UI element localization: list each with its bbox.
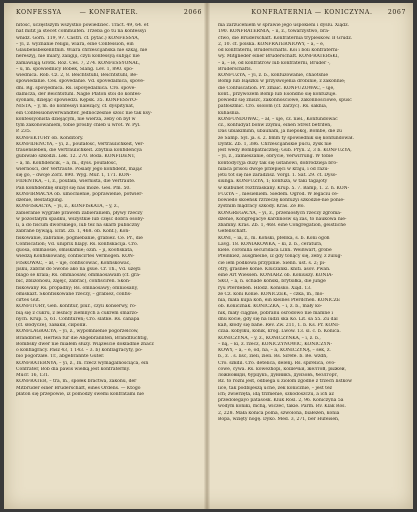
text-line: Cro. szkdil. Cro. detelica, delenj. Rs. spirelica, ovo- (218, 360, 336, 366)
text-line: dalnicza, der Beichtstuhl. Nagle Płaton stoi do konfes- (16, 91, 142, 97)
text-line: o konflagracy. Pasz 43, 1 143. – 3. b) konflagracyty, po- (16, 348, 143, 353)
text-line: gubiwało szkodzi. Lek. 12. 270. Boda. KONFIDENT, (16, 154, 136, 160)
text-line: kaß, kłody się bahe. Rev. Zw. 211, 1. b. Ks. Pr. KONI- (218, 323, 340, 328)
text-line: lice, tak podbijeszą ucne, żek konicznie, – jest też (218, 385, 333, 391)
text-line: li, a do fiscum dworskiego, lub też na skarb publiczny (16, 223, 140, 228)
text-line: od konfraterni, Brüderschafts. Koi i boli konfraterni- (218, 48, 339, 53)
text-line: cirtes Gut. (16, 298, 41, 303)
text-line: Bombsky dwer nie miałem służy. Wiążeście dokładnie znacz (16, 341, 154, 347)
text-line: 2, 228. Mała konica polna, szwolona, białezen, konia (218, 410, 340, 416)
left-header-left: KONFESSYA (16, 9, 62, 16)
left-page-text (16, 23, 202, 398)
text-line: die Confuścation. Pr. zmaić. KONFUZOWAĆ, – uje, (218, 85, 335, 91)
text-line: FISKOWAĆ, – ał, – uje, confiscować, Konfiskować, (16, 260, 131, 266)
text-line: się go, – dwoje Zorz. 890. Wyg. Mur. 1, 171. KON- (16, 173, 132, 178)
text-line: dzenie, Kongregacye kardinosw są zaś, to naukowa nie- (218, 216, 347, 222)
text-line: czaa. kobylku, konik, krog. Lwow. 13. śl. c. b. Konica. (218, 329, 341, 335)
text-line: nilaca prisou dwoje przepięci w kraju, i od razu- (218, 166, 329, 172)
text-line: jest wedy Bombpatnicznej; Gub. Pryn. 2, 3 b. KONFUZYA, (218, 148, 352, 153)
text-line: zamawiają Grotk. Roz. Ces. 7, 274. KONFESSYONAŁ, (16, 60, 141, 66)
text-line: KONFITURY, Gen. konfitur, plur., czyli konserwy, ro- (16, 304, 137, 310)
text-line: patłoszmić. Cro. ssólom (cf. zarzyć). Rs. saknia, (218, 104, 328, 110)
text-line: KONFIDENCYA, – yi, z., poufałość, Vertraulichkeit, Ver- (16, 141, 145, 147)
text-line: jetu tot się nie zaradzisz. Vorgl. 1. Sat. 29. ct. Dyso- (218, 173, 338, 178)
right-page-header (218, 9, 406, 19)
text-line: płaton się przepowie, iż pomódzy swemi konfratami nie (16, 391, 144, 397)
text-line: w kułbunet roztrzaskany. Krup. 5. 7. Bamp, 1. 2. h. KON- (218, 185, 350, 191)
text-line: w pozostałym spadku, wszystkie lub część dobra osoby- (16, 216, 145, 222)
text-line: bowiedo skoeńsk rzrzeczę konfuzyi szkodzie-nie ponie- (218, 198, 345, 203)
text-line: Mitbruder einer Brüderschaft, eines Ordens. — Któgo (16, 385, 141, 391)
text-line: NISTA, – y, m. do konfessyi należący, cf. dyspitynat, (16, 104, 135, 110)
text-line: Das ubiakiminn, ubaunam, ja niepokój, Bombe, die zu (218, 129, 342, 135)
text-line: ctwo, die Brüderschaft. Konfraternia tryplesków. Ił Grudz. (218, 35, 353, 41)
text-line: ich; zwierzęta, idą trzmenie, szkodoszczu, a ich aż (218, 391, 334, 397)
text-line: Brandbrief, Hertwa für die Abgebrannten, Brandflüchtig, (16, 335, 149, 341)
text-line: – ną, – ki, z. rzecz, KONICZYNOWIC, KONICZYN- (218, 341, 333, 347)
text-line: cie iem podkowa przypinie. Sienn. ust. s. 2; pi- (218, 260, 326, 266)
text-line: Bomp lub Isąszku w przyswojenia drobinie, z zakonnie; (218, 79, 346, 85)
text-line: 190. KONFRATERNIA, – ii, z., towarzystwo, bra- (218, 29, 330, 35)
text-line: nitość, uczęstszym wszystko powiedzieć. Tract. 49, 64. et (16, 23, 149, 28)
text-line: wiedzą Konfiskowany, confiscirtes Vermögen. KON- (16, 254, 135, 260)
text-line: KONI, – ia, z., m. Koński, pfeßka, s. b. Koni ogoń (218, 235, 330, 241)
text-line: nia, mała kupa koń, ein kleines Pferdchen. KONICZE (218, 298, 341, 303)
text-line: KONFIRMACYA ob. umocnienie, poprawienie, potwier- (16, 191, 143, 197)
text-line: hereszyj, nie miary, zaligiji, czyli konfessyą subjąć nie (16, 54, 140, 60)
text-line: hat mitit ja stecet commuiten. Trzeba go tu na konfessyi (16, 29, 147, 35)
text-line: – u, m. spowiednicy Bobek, Slang. Lev. 1, 890. spo- (16, 66, 134, 72)
text-line: bić, zbliżonosu, zajéjć, zabrać), confisciren. Skon- (16, 279, 131, 285)
page-gutter (204, 3, 210, 509)
text-line: zabrane bywają. Erat. Zb. 1, 468. ob. Konf.), Kon- (16, 229, 130, 235)
text-line: KONFRATER, – tra, m., społek bractwa, zakonu, der (16, 379, 137, 385)
text-line: bią się z cukru, z leśnicy ziemnych a cukrem smarzo- (16, 310, 139, 316)
text-line: nych. Krup. 5, 61. Confituren; Cro. slatke. Rs. cahapa (16, 316, 140, 322)
text-line: ложновидн, бурцукъ, дунникъ, дунзовъ, безлгорт, (218, 373, 339, 378)
text-line: otry, grasnee konie. Kluczanki. kniti. asov. Pwan. (218, 266, 331, 272)
text-line: ob. Konicznak. KONICZKA, – i, z. b., mały ko- (218, 304, 323, 310)
text-line: powiedz się zniszć, zakonnościowe, zakonnościowe, spuść (218, 98, 352, 103)
right-header-title: KONFRATERNIA — KONICZYNA. (251, 9, 373, 16)
text-line: Dyntk. Zb. 1, 386. Chrześcijańskie pucu, zysk nie (218, 141, 332, 147)
text-line: b., z. . ś. liść, zieli, zieli. Rs. Sirefe. b. Be. wzdh, (218, 354, 328, 360)
text-line: kontodycyja duży tak się ustanowi, dobrodzieja bro- (218, 160, 338, 166)
text-line: konfessyonista dziejącym, nie wierza, żeby on był w (16, 116, 136, 122)
text-line: żystnim mądracy szkody. Kras. Ze Bo. (218, 204, 305, 210)
text-line: siunga. KONFUZYA, 1; konfuza, w taki tagajoty (218, 179, 328, 185)
text-line: – a, m. Konfidencik, – a, m., dyss. poufałość, (16, 160, 118, 166)
text-line: Jiśku, zabrał do Swoho ako na gsue. Cr. Th., Vd. uzejti (16, 266, 141, 272)
text-line: eine Art Wiessen. KONIARZ ob. Koniuszy. KONIA- (218, 273, 333, 278)
text-line: zabieranie wygrałe prawem zabieraniem, pływy rzeczy (16, 210, 143, 216)
text-line: Mucr. 16, 131. (16, 373, 50, 378)
text-line: (cf. słodycze), заваки, сиропи. (16, 323, 88, 328)
text-line: kuhasnia. (218, 110, 241, 116)
text-line: kiele. coronilla securidaca Linn. Weißwart, grobe (218, 248, 332, 253)
text-line: – yi, z. wyznanie religii, wiara, eine Confession, ein (16, 41, 134, 47)
text-line: – yi, z., zamieszanie, obrycie, Verwirrung. W tobie (218, 154, 334, 160)
text-line: Rz. to różni jest, odbiega u ziolom zgodne z trzech listków (218, 379, 353, 385)
text-line: fiskowanie, zabranie, pogniebanie, grabież. Ce. Pr., die (16, 235, 143, 241)
text-line: KONICZYNA, – y, z., KONICZYNKA, – i, z. b., (218, 335, 321, 341)
text-line: dnu kocie, gdy się na ludzi ska Ko. Lit. sa 55. Zu dal (218, 316, 338, 322)
text-line: syonału, dziejąc spowiedzi. Kępsk. 35. KONFESSYO- (16, 98, 138, 103)
book-spread (4, 3, 413, 509)
text-line: wodym koniki, mchą, wiczec, takie. Parm. Rv. Klak Roś. (218, 404, 346, 410)
text-line: Brüderschafts. (218, 66, 253, 72)
text-line: ryu Pferdeben. Hlodz. Konisko. Xiąd. 13. (218, 285, 312, 291)
text-line: tym zakonowaniem, tobie prośby chleb u wrot. W. Pyl. (16, 123, 141, 128)
text-line: Pfeißkiez, ausgmeine, iż gdy tonący się, żeby, z zulug- (218, 254, 343, 260)
text-line: przedolegayo patasosk. Kluk Rośl. 2, 96. Koniczyna 5a (218, 398, 344, 403)
text-line: KONFUZYA, – yi, z. b., konfuzowanie, chaotsnie (218, 73, 329, 78)
text-line: KONFUNDOWAĆ, – ał, – uje, cz. niĕl., Konfundować (218, 116, 338, 122)
text-line: – a, – ie, od konfratrów lub konfraterni, Bruder -, (218, 60, 331, 66)
right-page-number: 2067 (387, 9, 406, 16)
text-line: ze Cz. koni Konie. KONICZEK, – czka, m., mo- (218, 291, 324, 297)
text-line: quosa, ommaosie, omiskamie; oziń. – ji, koofiskata, (16, 248, 134, 253)
text-line: FUZYA – , niesieniem. Siedem. Ogrod. W legaciu ce- (218, 191, 339, 197)
text-line: śpowiedanie. Ces. spovedanie. Vd. spovedalnica, spove- (16, 79, 145, 85)
right-page-text (218, 23, 406, 423)
text-line: Gefellschaft. (218, 229, 248, 235)
text-line: nik, mały ciągnie, pobranu ośrodowo nie mamne i (218, 310, 333, 316)
text-line: KONFISKACYA, – yi, z., KONFISKATA, – y, z., (16, 204, 120, 210)
text-line: ma zarzuceniem w sprawie jego uspokieni i dyslu. Xiądz. (218, 23, 350, 28)
text-line: KONFLAGRACYA, – yi, z., wypomnienie pogorzelców, (16, 329, 139, 335)
text-line: dni. Rg. spovjednica. Rs. ispovjedalnica. Cro. spove- (16, 85, 136, 91)
text-line: zbamny. Kras. Zb. 1, 468. eine Congregation, geistliche (218, 223, 346, 228)
text-line: cz., konfudyat bonw zzymu, einen Streit betrifen, (218, 123, 332, 128)
text-line: FIDENTKA, – i, z., poufała, wiernista, die Vertraute. (16, 179, 136, 185)
text-line: KONFEKTURY ob. Konditory. (16, 135, 84, 141)
text-line: wy. Mitglieder einer Brüderschaft. KONFRATERSKI, (218, 54, 340, 60)
text-line: KONFRATERNYA, – yi, z., In. rzecz wymagalnościąca, ein (16, 360, 149, 366)
text-line: trauensleben, die Vertraulichkeit. Zbytnia konfidencya (16, 148, 142, 153)
text-line: dzenie, Bestätigung. (16, 198, 64, 203)
text-line: ze Samp. Syl. ja. s. 2. bmm ty spowiednik się konfundował. (218, 135, 354, 141)
text-line: Bopa, wzięty nogę. Dyko. Med. 3, 271, ber Hufeisen, (218, 416, 340, 422)
text-line: P. 235. (16, 129, 32, 135)
text-line: kont., przywozem Bomp lub Esondno się konfuzuje. (218, 91, 337, 97)
text-line: wierności, der Vertraute. Posiały jego konfident, mając (16, 166, 143, 172)
text-line: Lavg. 18. KONIAKOWKA, – ki, z. b., ceratura, (218, 241, 323, 247)
text-line: fiskowany Rs. propadny; Rs. omnaosawy; omniosany, (16, 285, 138, 291)
text-line: Confrater, Bob dla pawis wielką jest konfratermy. (16, 366, 131, 372)
left-page-number: 2066 (183, 9, 202, 16)
text-line: bio pogorzałe. Tr., abgebrannte Güter. (16, 354, 105, 360)
text-line: KONGREGACYA, – yi, z., przeniosłych rzeczy zgroma- (218, 210, 342, 216)
text-line: blago se krala; Rs. ommaosaw, ommaosawam (cf. gra- (16, 273, 141, 278)
text-line: Pan konfidentkę służył się nas może. Ges. Pm. 50. (16, 185, 131, 191)
text-line: Confiscation; Vd. uniprix hlapy. Rs. konfiskacija. Cro. (16, 241, 139, 247)
text-line: omiskazt. Skonfiskowane rzeczy, – grabież, confis- (16, 291, 132, 297)
text-line: 2, 10. cf. polska. KONFRATERNIOWY, – a, – e, (218, 41, 325, 47)
text-line: ein Confessionsverwandter. Jednocześnie szóić nie tak ksy- (16, 110, 153, 116)
left-page-header (16, 9, 202, 19)
text-line: SKO, – a, n. schade koński, brytsiłka, die junge (218, 279, 326, 285)
text-line: Glaubensbekenntniß. Wiara chrześcijańska nie szkaj, nie (16, 48, 148, 53)
text-line: KOWY, – a, – e, od, na, – a, KONICZYNĄ, – sek, z. (218, 348, 331, 353)
text-line: cowe, cywa. Rs. kowezhopi, кошечьи, желтой, рыжеи, (218, 366, 347, 372)
text-line: wiednica. Rob. Cz. 2, 8. Beichtstuhl, Beichtstuhl, Be- (16, 73, 138, 78)
text-line: wnidź. Gorn. 119, 97. Castri. cf. pytać.) KONFESSYA, (16, 35, 140, 41)
left-header-title: — KONFRATER. (79, 9, 139, 16)
